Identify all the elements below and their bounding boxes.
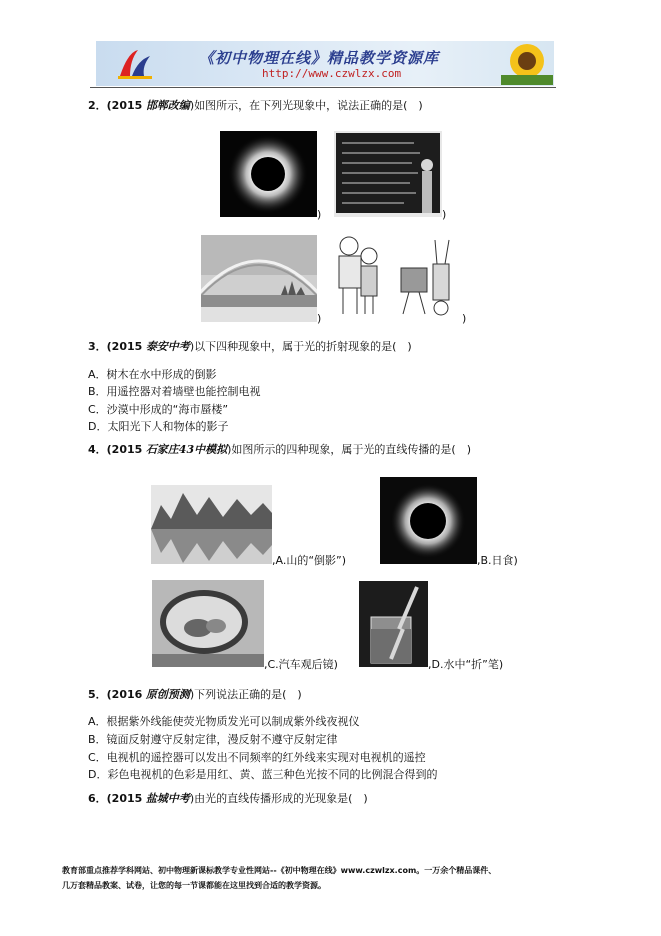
caption-q2-3: )	[317, 312, 322, 325]
car-mirror-image	[152, 580, 264, 667]
banner-url[interactable]: http://www.czwlzx.com	[262, 67, 402, 80]
caption-q2-1: )	[317, 208, 322, 221]
q3-option-a: A．树木在水中形成的倒影	[88, 368, 217, 381]
q5-option-d: D．彩色电视机的色彩是用红、黄、蓝三种色光按不同的比例混合得到的	[88, 768, 438, 781]
sunflower-image	[501, 43, 553, 85]
question-2: 2．(2015 邯郸改编)如图所示，在下列光现象中，说法正确的是( )	[88, 99, 423, 112]
pinhole-camera-cartoon	[331, 234, 465, 324]
question-3: 3．(2015 泰安中考)以下四种现象中，属于光的折射现象的是( )	[88, 340, 412, 353]
q3-option-d: D．太阳光下人和物体的影子	[88, 420, 229, 433]
question-6: 6．(2015 盐城中考)由光的直线传播形成的光现象是( )	[88, 792, 368, 805]
rainbow-image	[201, 235, 317, 322]
solar-eclipse-image	[220, 131, 317, 217]
blackboard-image	[334, 131, 442, 217]
caption-q4-a: ,A.山的“倒影”)	[272, 554, 347, 567]
mountain-reflection-image	[151, 485, 272, 564]
q5-option-c: C．电视机的遥控器可以发出不同频率的红外线来实现对电视机的遥控	[88, 751, 426, 764]
header-rule	[90, 87, 556, 88]
caption-q2-2: )	[442, 208, 447, 221]
caption-q2-4: )	[462, 312, 467, 325]
banner-title: 《初中物理在线》精品教学资源库	[199, 49, 440, 67]
caption-q4-d: ,D.水中“折”笔)	[428, 658, 504, 671]
question-4: 4．(2015 石家庄43中模拟)如图所示的四种现象，属于光的直线传播的是( )	[88, 443, 471, 456]
pencil-in-water-image	[359, 581, 428, 667]
q3-option-b: B．用遥控器对着墙壁也能控制电视	[88, 385, 261, 398]
q5-option-b: B．镜面反射遵守反射定律，漫反射不遵守反射定律	[88, 733, 338, 746]
footer-line-1: 教育部重点推荐学科网站、初中物理新课标教学专业性网站--《初中物理在线》www.czwlzx.com。一万余个精品课件、	[62, 866, 497, 875]
site-logo	[116, 46, 156, 82]
q5-option-a: A．根据紫外线能使荧光物质发光可以制成紫外线夜视仪	[88, 715, 360, 728]
caption-q4-b: ,B.日食)	[477, 554, 518, 567]
question-5: 5．(2016 原创预测)下列说法正确的是( )	[88, 688, 302, 701]
eclipse-image	[380, 477, 477, 564]
footer-line-2: 几万套精品教案、试卷，让您的每一节课都能在这里找到合适的教学资源。	[62, 881, 326, 890]
header-banner	[96, 41, 554, 86]
q3-option-c: C．沙漠中形成的“海市蜃楼”	[88, 403, 229, 416]
caption-q4-c: ,C.汽车观后镜)	[264, 658, 338, 671]
